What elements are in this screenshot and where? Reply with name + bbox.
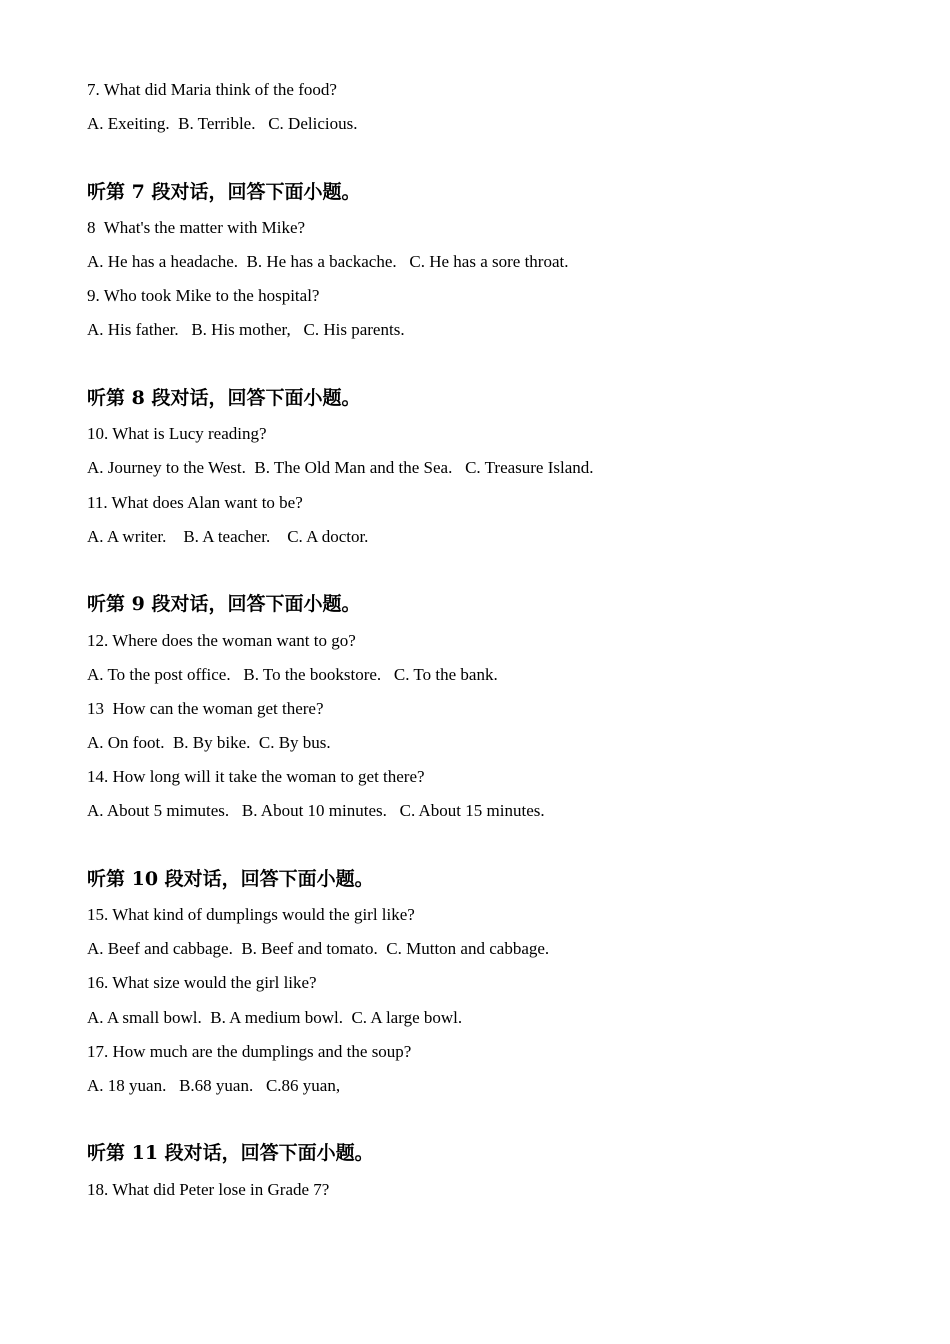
section-heading-7: 听第 7 段对话，回答下面小题。 xyxy=(87,181,361,203)
options-17: A. 18 yuan. B.68 yuan. C.86 yuan, xyxy=(87,1076,341,1095)
options-14: A. About 5 mimutes. B. About 10 minutes. C. About 15 minutes. xyxy=(87,801,545,820)
section-heading-11: 听第 11 段对话，回答下面小题。 xyxy=(87,1142,374,1164)
options-7: A. Exeiting. B. Terrible. C. Delicious. xyxy=(87,114,358,133)
options-13: A. On foot. B. By bike. C. By bus. xyxy=(87,733,331,752)
section-heading-9: 听第 9 段对话，回答下面小题。 xyxy=(87,593,361,615)
question-13: 13 How can the woman get there? xyxy=(87,699,324,718)
question-11: 11. What does Alan want to be? xyxy=(87,493,303,512)
section-heading-8: 听第 8 段对话，回答下面小题。 xyxy=(87,387,361,409)
options-15: A. Beef and cabbage. B. Beef and tomato. C. Mutton and cabbage. xyxy=(87,939,550,958)
question-9: 9. Who took Mike to the hospital? xyxy=(87,286,320,305)
options-9: A. His father. B. His mother, C. His parents. xyxy=(87,320,405,339)
question-10: 10. What is Lucy reading? xyxy=(87,424,267,443)
options-8: A. He has a headache. B. He has a backache. C. He has a sore throat. xyxy=(87,252,569,271)
question-17: 17. How much are the dumplings and the soup? xyxy=(87,1042,412,1061)
options-11: A. A writer. B. A teacher. C. A doctor. xyxy=(87,527,369,546)
options-12: A. To the post office. B. To the bookstore. C. To the bank. xyxy=(87,665,498,684)
question-12: 12. Where does the woman want to go? xyxy=(87,631,356,650)
question-15: 15. What kind of dumplings would the girl like? xyxy=(87,905,415,924)
question-14: 14. How long will it take the woman to get there? xyxy=(87,767,425,786)
question-18: 18. What did Peter lose in Grade 7? xyxy=(87,1180,330,1199)
options-10: A. Journey to the West. B. The Old Man and the Sea. C. Treasure Island. xyxy=(87,458,594,477)
question-16: 16. What size would the girl like? xyxy=(87,973,317,992)
question-7: 7. What did Maria think of the food? xyxy=(87,80,337,99)
section-heading-10: 听第 10 段对话，回答下面小题。 xyxy=(87,868,374,890)
options-16: A. A small bowl. B. A medium bowl. C. A large bowl. xyxy=(87,1008,463,1027)
question-8: 8 What's the matter with Mike? xyxy=(87,218,306,237)
